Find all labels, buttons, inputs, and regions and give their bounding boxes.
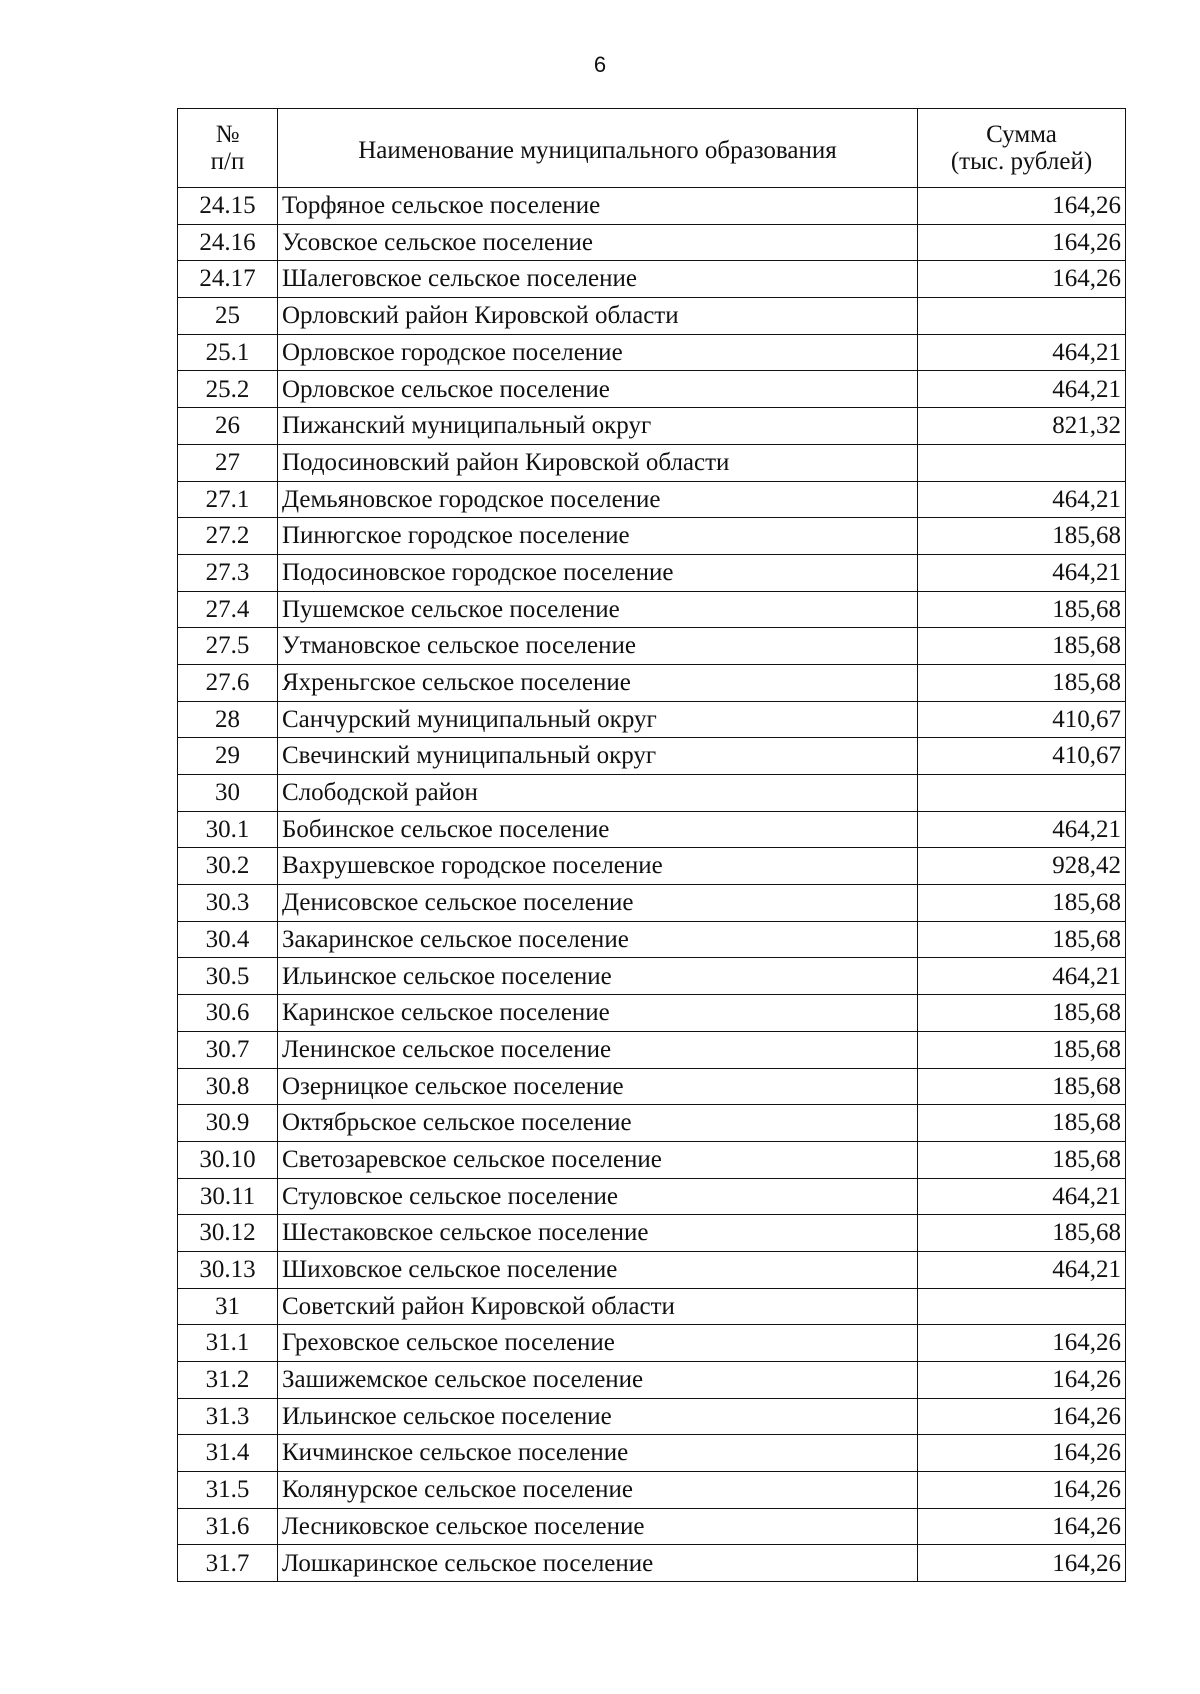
table-row [178, 1545, 1126, 1582]
row-name: Орловский район Кировской области [278, 298, 918, 335]
row-name: Орловское сельское поселение [278, 371, 918, 408]
row-sum: 464,21 [918, 1251, 1126, 1288]
row-sum: 464,21 [918, 1178, 1126, 1215]
row-number: 31.5 [178, 1472, 278, 1509]
row-number: 30.5 [178, 958, 278, 995]
table-row [178, 298, 1126, 335]
table-row [178, 1251, 1126, 1288]
table-row [178, 811, 1126, 848]
row-number: 27.4 [178, 591, 278, 628]
row-sum: 164,26 [918, 224, 1126, 261]
table-row [178, 1435, 1126, 1472]
header-row [178, 109, 1126, 188]
row-name: Демьяновское городское поселение [278, 481, 918, 518]
row-number: 30 [178, 775, 278, 812]
row-sum: 164,26 [918, 1508, 1126, 1545]
row-sum: 410,67 [918, 701, 1126, 738]
row-number: 27.3 [178, 554, 278, 591]
table-row [178, 1325, 1126, 1362]
row-number: 30.12 [178, 1215, 278, 1252]
row-number: 25.1 [178, 334, 278, 371]
table-row [178, 1472, 1126, 1509]
row-name: Яхреньгское сельское поселение [278, 664, 918, 701]
row-name: Светозаревское сельское поселение [278, 1141, 918, 1178]
table-row [178, 1178, 1126, 1215]
row-name: Лесниковское сельское поселение [278, 1508, 918, 1545]
row-number: 30.9 [178, 1105, 278, 1142]
row-number: 31.3 [178, 1398, 278, 1435]
table-row [178, 224, 1126, 261]
page-number: 6 [593, 52, 607, 77]
row-sum: 185,68 [918, 921, 1126, 958]
table-row [178, 995, 1126, 1032]
row-number: 25.2 [178, 371, 278, 408]
row-sum: 164,26 [918, 1545, 1126, 1582]
row-name: Шестаковское сельское поселение [278, 1215, 918, 1252]
row-sum [918, 298, 1126, 335]
row-sum: 185,68 [918, 885, 1126, 922]
table-row [178, 444, 1126, 481]
row-sum [918, 775, 1126, 812]
table-row [178, 1031, 1126, 1068]
table-row [178, 1105, 1126, 1142]
header-sum-line1: Сумма [986, 120, 1057, 148]
row-sum: 164,26 [918, 261, 1126, 298]
table-row [178, 1398, 1126, 1435]
row-sum: 185,68 [918, 1215, 1126, 1252]
row-name: Греховское сельское поселение [278, 1325, 918, 1362]
row-sum: 164,26 [918, 188, 1126, 225]
row-sum: 164,26 [918, 1472, 1126, 1509]
row-name: Шалеговское сельское поселение [278, 261, 918, 298]
table-row [178, 334, 1126, 371]
row-name: Свечинский муниципальный округ [278, 738, 918, 775]
row-number: 30.13 [178, 1251, 278, 1288]
row-number: 31.1 [178, 1325, 278, 1362]
municipal-table [177, 108, 1126, 1582]
table-row [178, 921, 1126, 958]
row-name: Слободской район [278, 775, 918, 812]
table-row [178, 1362, 1126, 1399]
row-number: 31 [178, 1288, 278, 1325]
table-row [178, 481, 1126, 518]
row-number: 27 [178, 444, 278, 481]
row-number: 26 [178, 408, 278, 445]
row-name: Бобинское сельское поселение [278, 811, 918, 848]
row-sum: 185,68 [918, 1068, 1126, 1105]
row-number: 30.6 [178, 995, 278, 1032]
row-number: 30.10 [178, 1141, 278, 1178]
row-name: Стуловское сельское поселение [278, 1178, 918, 1215]
row-number: 29 [178, 738, 278, 775]
table-row [178, 1288, 1126, 1325]
row-name: Советский район Кировской области [278, 1288, 918, 1325]
row-name: Торфяное сельское поселение [278, 188, 918, 225]
row-number: 24.17 [178, 261, 278, 298]
table-row [178, 628, 1126, 665]
row-sum: 464,21 [918, 481, 1126, 518]
table-row [178, 261, 1126, 298]
row-number: 31.7 [178, 1545, 278, 1582]
row-sum [918, 444, 1126, 481]
table-row [178, 1141, 1126, 1178]
row-number: 27.1 [178, 481, 278, 518]
row-sum: 464,21 [918, 371, 1126, 408]
row-number: 31.6 [178, 1508, 278, 1545]
row-number: 27.2 [178, 518, 278, 555]
row-name: Октябрьское сельское поселение [278, 1105, 918, 1142]
table-row [178, 848, 1126, 885]
row-name: Денисовское сельское поселение [278, 885, 918, 922]
row-sum: 185,68 [918, 1031, 1126, 1068]
table-row [178, 885, 1126, 922]
table-row [178, 701, 1126, 738]
row-number: 30.2 [178, 848, 278, 885]
row-number: 30.1 [178, 811, 278, 848]
row-number: 30.4 [178, 921, 278, 958]
table-row [178, 188, 1126, 225]
row-name: Шиховское сельское поселение [278, 1251, 918, 1288]
row-name: Ленинское сельское поселение [278, 1031, 918, 1068]
row-name: Кичминское сельское поселение [278, 1435, 918, 1472]
row-sum: 164,26 [918, 1398, 1126, 1435]
row-name: Закаринское сельское поселение [278, 921, 918, 958]
table-row [178, 554, 1126, 591]
row-number: 24.16 [178, 224, 278, 261]
row-sum: 185,68 [918, 518, 1126, 555]
row-number: 31.2 [178, 1362, 278, 1399]
row-name: Колянурское сельское поселение [278, 1472, 918, 1509]
row-sum: 164,26 [918, 1435, 1126, 1472]
row-name: Вахрушевское городское поселение [278, 848, 918, 885]
row-sum: 464,21 [918, 554, 1126, 591]
table-row [178, 738, 1126, 775]
row-sum: 821,32 [918, 408, 1126, 445]
table-row [178, 664, 1126, 701]
header-number-line1: № [215, 120, 240, 148]
row-sum: 164,26 [918, 1362, 1126, 1399]
row-name: Подосиновское городское поселение [278, 554, 918, 591]
row-number: 30.8 [178, 1068, 278, 1105]
row-sum: 410,67 [918, 738, 1126, 775]
row-sum: 464,21 [918, 811, 1126, 848]
row-sum: 464,21 [918, 958, 1126, 995]
row-sum: 185,68 [918, 664, 1126, 701]
table-row [178, 1215, 1126, 1252]
row-name: Усовское сельское поселение [278, 224, 918, 261]
table-body [178, 188, 1126, 1582]
header-number-line2: п/п [210, 148, 245, 175]
row-sum: 185,68 [918, 1105, 1126, 1142]
header-sum-line2: (тыс. рублей) [950, 148, 1093, 175]
table-row [178, 591, 1126, 628]
row-sum: 928,42 [918, 848, 1126, 885]
row-name: Пижанский муниципальный округ [278, 408, 918, 445]
row-number: 30.3 [178, 885, 278, 922]
row-number: 25 [178, 298, 278, 335]
table-row [178, 371, 1126, 408]
row-name: Санчурский муниципальный округ [278, 701, 918, 738]
row-number: 28 [178, 701, 278, 738]
row-name: Озерницкое сельское поселение [278, 1068, 918, 1105]
row-name: Подосиновский район Кировской области [278, 444, 918, 481]
row-sum: 185,68 [918, 628, 1126, 665]
row-name: Пушемское сельское поселение [278, 591, 918, 628]
row-sum: 185,68 [918, 995, 1126, 1032]
row-sum: 185,68 [918, 1141, 1126, 1178]
table-header [178, 109, 1126, 188]
row-number: 24.15 [178, 188, 278, 225]
row-number: 30.11 [178, 1178, 278, 1215]
row-name: Орловское городское поселение [278, 334, 918, 371]
header-number [178, 109, 278, 188]
row-name: Зашижемское сельское поселение [278, 1362, 918, 1399]
table-row [178, 1068, 1126, 1105]
row-number: 31.4 [178, 1435, 278, 1472]
row-name: Пинюгское городское поселение [278, 518, 918, 555]
row-name: Ильинское сельское поселение [278, 1398, 918, 1435]
table-row [178, 518, 1126, 555]
row-number: 27.6 [178, 664, 278, 701]
table-row [178, 775, 1126, 812]
row-sum: 464,21 [918, 334, 1126, 371]
row-number: 27.5 [178, 628, 278, 665]
row-name: Ильинское сельское поселение [278, 958, 918, 995]
row-name: Лошкаринское сельское поселение [278, 1545, 918, 1582]
row-name: Утмановское сельское поселение [278, 628, 918, 665]
row-sum [918, 1288, 1126, 1325]
row-name: Каринское сельское поселение [278, 995, 918, 1032]
header-sum [918, 109, 1126, 188]
table-row [178, 1508, 1126, 1545]
row-number: 30.7 [178, 1031, 278, 1068]
row-sum: 185,68 [918, 591, 1126, 628]
header-name: Наименование муниципального образования [278, 109, 918, 188]
table-row [178, 958, 1126, 995]
row-sum: 164,26 [918, 1325, 1126, 1362]
table-row [178, 408, 1126, 445]
